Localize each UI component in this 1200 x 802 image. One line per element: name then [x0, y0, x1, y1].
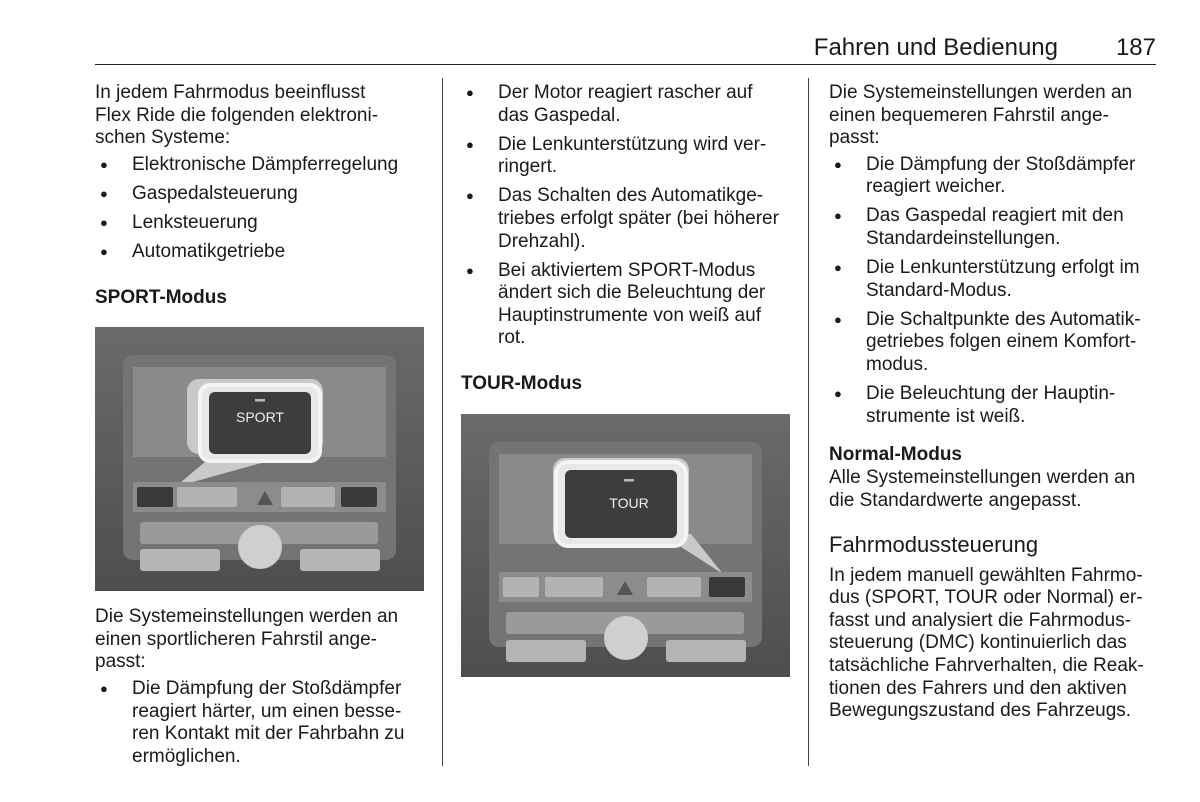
column-3	[829, 82, 1164, 723]
column-divider	[808, 78, 809, 766]
sport-description: Die Systemeinstellungen werden an einen sportlicheren Fahrstil ange- passt:	[95, 606, 399, 673]
tour-heading: TOUR-Modus	[461, 373, 583, 395]
list-item: ● Die Schaltpunkte des Automatik- getriebes folgen einem Komfort- modus.	[829, 309, 1164, 377]
list-item: ● Lenksteuerung	[95, 212, 430, 235]
sport-heading: SPORT-Modus	[95, 286, 227, 308]
tour-effects-list	[829, 154, 1164, 429]
sport-mode-figure	[95, 327, 424, 591]
column-1	[95, 82, 430, 768]
column-divider	[442, 78, 443, 766]
page-title: Fahren und Bedienung	[813, 34, 1058, 61]
tour-mode-figure	[461, 414, 790, 677]
normal-heading: Normal-Modus	[829, 444, 962, 466]
dmc-description: In jedem manuell gewählten Fahrmo- dus (SPORT, TOUR oder Normal) er- fasst und analysiert die Fahrmodus- steuerung (DMC) kontinuierlich das tatsächliche Fahrverhalten, die Reak- tionen des Fahrers und den aktiven Bewegungszustand des Fahrzeugs.	[829, 564, 1144, 722]
sport-list	[95, 678, 430, 768]
systems-list	[95, 154, 430, 264]
intro-paragraph: In jedem Fahrmodus beeinflusst Flex Ride die folgenden elektroni- schen Systeme:	[95, 82, 379, 149]
list-item: ● Die Lenkunterstützung wird ver- ringert.	[461, 134, 796, 179]
list-item: ● Das Gaspedal reagiert mit den Standardeinstellungen.	[829, 205, 1164, 250]
list-item: ● Automatikgetriebe	[95, 241, 430, 264]
list-item: ● Das Schalten des Automatikge- triebes erfolgt später (bei höherer Drehzahl).	[461, 185, 796, 253]
column-2	[461, 82, 796, 677]
normal-description: Alle Systemeinstellungen werden an die Standardwerte angepasst.	[829, 466, 1136, 511]
tour-description: Die Systemeinstellungen werden an einen bequemeren Fahrstil ange- passt:	[829, 82, 1133, 149]
list-item: ● Der Motor reagiert rascher auf das Gaspedal.	[461, 82, 796, 127]
header-rule	[95, 64, 1156, 65]
list-item: ● Die Beleuchtung der Hauptin- strumente ist weiß.	[829, 383, 1164, 428]
page-number: 187	[1115, 34, 1156, 61]
sport-effects-list	[461, 82, 796, 350]
list-item: ● Elektronische Dämpferregelung	[95, 154, 430, 177]
sport-button-label: SPORT	[236, 409, 284, 426]
dmc-heading: Fahrmodussteuerung	[829, 532, 1039, 558]
list-item: ● Die Dämpfung der Stoßdämpfer reagiert weicher.	[829, 154, 1164, 199]
list-item: ● Die Dämpfung der Stoßdämpfer reagiert härter, um einen besse- ren Kontakt mit der Fahrbahn zu ermöglichen.	[95, 678, 430, 768]
list-item: ● Bei aktiviertem SPORT-Modus ändert sich die Beleuchtung der Hauptinstrumente von weiß auf rot.	[461, 260, 796, 350]
list-item: ● Die Lenkunterstützung erfolgt im Standard-Modus.	[829, 257, 1164, 302]
page-header	[0, 34, 1200, 66]
tour-button-label: TOUR	[609, 494, 649, 511]
list-item: ● Gaspedalsteuerung	[95, 183, 430, 206]
